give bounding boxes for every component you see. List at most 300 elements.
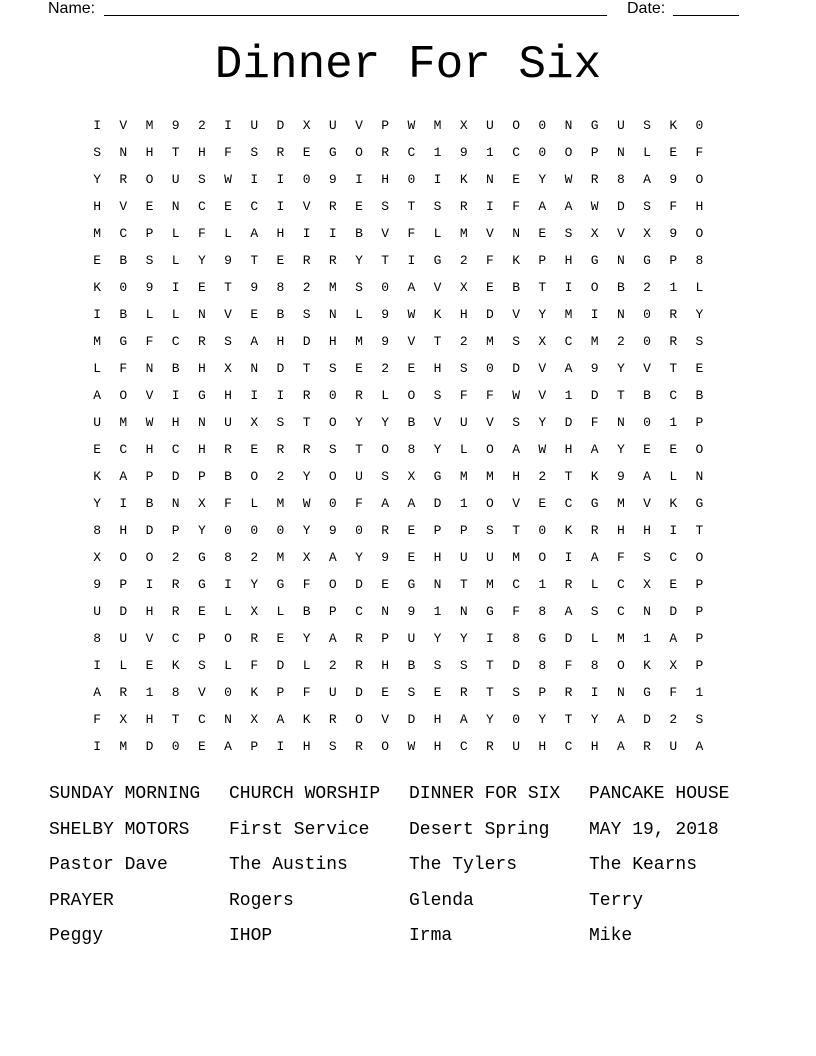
grid-cell: V (512, 307, 520, 322)
grid-cell: T (381, 253, 390, 268)
grid-cell: A (512, 442, 520, 457)
grid-cell: H (695, 199, 704, 214)
grid-cell: X (119, 712, 128, 727)
grid-cell: X (407, 469, 416, 484)
grid-cell: D (119, 604, 128, 619)
grid-cell: V (302, 199, 311, 214)
grid-cell: N (616, 685, 625, 700)
grid-cell: O (328, 577, 337, 592)
grid-cell: 8 (407, 442, 416, 457)
grid-cell: A (616, 712, 625, 727)
grid-cell: 8 (512, 631, 520, 646)
grid-cell: G (197, 550, 206, 565)
grid-cell: S (433, 658, 442, 673)
grid-cell: D (302, 334, 311, 349)
grid-cell: 9 (328, 172, 337, 187)
grid-cell: W (407, 739, 416, 754)
grid-cell: S (328, 739, 337, 754)
grid-cell: I (486, 199, 494, 214)
grid-cell: A (695, 739, 704, 754)
grid-cell: T (486, 658, 494, 673)
grid-row (84, 143, 713, 170)
grid-cell: 9 (224, 253, 232, 268)
grid-cell: D (486, 307, 494, 322)
grid-cell: P (538, 685, 547, 700)
grid-cell: C (171, 442, 180, 457)
word-bank-item: Terry (589, 890, 644, 911)
grid-cell: C (171, 631, 180, 646)
grid-cell: 8 (276, 280, 285, 295)
grid-cell: U (93, 415, 101, 430)
grid-cell: Y (197, 523, 206, 538)
grid-cell: B (616, 280, 625, 295)
grid-cell: K (250, 685, 259, 700)
grid-cell: N (616, 415, 625, 430)
grid-cell: 2 (250, 550, 259, 565)
grid-cell: W (407, 118, 416, 133)
grid-cell: E (407, 550, 416, 565)
grid-cell: F (486, 388, 494, 403)
grid-cell: A (407, 496, 416, 511)
grid-cell: O (695, 442, 704, 457)
grid-cell: B (145, 496, 154, 511)
word-bank-row (49, 819, 769, 855)
grid-cell: F (564, 658, 573, 673)
grid-cell: M (145, 118, 154, 133)
grid-cell: 9 (171, 118, 180, 133)
grid-cell: A (407, 280, 416, 295)
grid-cell: I (276, 199, 285, 214)
grid-cell: I (486, 631, 494, 646)
grid-cell: A (328, 550, 337, 565)
grid-cell: V (512, 496, 520, 511)
grid-cell: 1 (669, 280, 678, 295)
grid-cell: R (590, 523, 599, 538)
grid-cell: Y (538, 415, 547, 430)
grid-cell: T (564, 712, 573, 727)
word-bank-item: Glenda (409, 890, 474, 911)
grid-cell: T (355, 442, 363, 457)
grid-cell: S (512, 334, 520, 349)
grid-cell: E (355, 199, 363, 214)
grid-cell: F (224, 496, 232, 511)
grid-cell: L (224, 604, 232, 619)
grid-cell: U (355, 469, 363, 484)
grid-cell: B (276, 307, 285, 322)
grid-cell: U (459, 550, 468, 565)
grid-cell: S (302, 307, 311, 322)
grid-cell: R (224, 442, 232, 457)
grid-cell: P (197, 469, 206, 484)
grid-cell: O (119, 388, 128, 403)
grid-cell: N (250, 361, 259, 376)
grid-cell: 8 (616, 172, 625, 187)
grid-cell: O (512, 118, 520, 133)
grid-cell: H (171, 415, 180, 430)
grid-cell: S (93, 145, 101, 160)
grid-cell: 9 (616, 469, 625, 484)
word-bank-row (49, 925, 769, 961)
word-bank-item: SHELBY MOTORS (49, 819, 190, 840)
grid-cell: L (93, 361, 101, 376)
grid-cell: F (695, 145, 704, 160)
grid-cell: 1 (486, 145, 494, 160)
grid-cell: Y (616, 361, 625, 376)
grid-cell: N (564, 118, 573, 133)
grid-cell: A (93, 685, 101, 700)
grid-cell: 1 (643, 631, 651, 646)
grid-row (84, 251, 713, 278)
grid-cell: H (145, 604, 154, 619)
grid-cell: X (538, 334, 547, 349)
grid-cell: A (643, 172, 651, 187)
grid-row (84, 386, 713, 413)
grid-cell: M (459, 469, 468, 484)
grid-cell: L (459, 442, 468, 457)
grid-cell: Y (538, 712, 547, 727)
grid-cell: S (197, 658, 206, 673)
grid-cell: T (250, 253, 259, 268)
grid-cell: T (171, 145, 180, 160)
grid-cell: 0 (119, 280, 128, 295)
grid-cell: C (197, 712, 206, 727)
grid-cell: T (695, 523, 704, 538)
grid-cell: H (564, 442, 573, 457)
grid-cell: N (643, 604, 651, 619)
grid-cell: M (590, 334, 599, 349)
grid-cell: D (276, 118, 285, 133)
grid-row (84, 197, 713, 224)
grid-cell: 9 (381, 334, 390, 349)
grid-cell: O (695, 550, 704, 565)
grid-cell: 0 (538, 145, 547, 160)
grid-cell: G (197, 577, 206, 592)
grid-cell: 1 (145, 685, 154, 700)
grid-cell: B (355, 226, 363, 241)
grid-cell: V (381, 712, 390, 727)
grid-cell: F (512, 604, 520, 619)
grid-cell: 2 (381, 361, 390, 376)
grid-cell: V (538, 361, 547, 376)
grid-cell: W (407, 307, 416, 322)
grid-cell: L (224, 226, 232, 241)
grid-cell: H (433, 550, 442, 565)
grid-cell: E (669, 442, 678, 457)
grid-cell: G (590, 118, 599, 133)
grid-cell: C (564, 739, 573, 754)
grid-cell: A (590, 550, 599, 565)
grid-cell: R (669, 334, 678, 349)
grid-cell: E (381, 685, 390, 700)
grid-cell: D (512, 361, 520, 376)
grid-cell: F (355, 496, 363, 511)
grid-cell: 0 (407, 172, 416, 187)
grid-cell: B (512, 280, 520, 295)
grid-cell: Y (616, 442, 625, 457)
grid-cell: L (171, 253, 180, 268)
grid-cell: S (328, 361, 337, 376)
grid-cell: P (669, 253, 678, 268)
grid-cell: B (407, 415, 416, 430)
grid-cell: S (512, 685, 520, 700)
grid-cell: L (695, 280, 704, 295)
grid-cell: D (355, 577, 363, 592)
grid-cell: 9 (669, 226, 678, 241)
grid-cell: 1 (538, 577, 547, 592)
grid-cell: R (643, 739, 651, 754)
grid-cell: K (512, 253, 520, 268)
grid-cell: G (538, 631, 547, 646)
grid-cell: O (486, 442, 494, 457)
grid-cell: P (119, 577, 128, 592)
grid-cell: O (695, 226, 704, 241)
grid-cell: O (538, 550, 547, 565)
grid-cell: N (616, 307, 625, 322)
grid-cell: V (407, 334, 416, 349)
grid-cell: G (643, 685, 651, 700)
grid-cell: L (276, 604, 285, 619)
grid-row (84, 548, 713, 575)
grid-cell: R (302, 253, 311, 268)
grid-cell: 2 (197, 118, 206, 133)
grid-cell: 8 (93, 523, 101, 538)
grid-cell: S (250, 145, 259, 160)
grid-cell: H (93, 199, 101, 214)
grid-cell: V (433, 415, 442, 430)
grid-cell: 0 (224, 685, 232, 700)
grid-cell: T (302, 415, 311, 430)
grid-cell: 1 (564, 388, 573, 403)
grid-cell: 8 (538, 604, 547, 619)
grid-row (84, 332, 713, 359)
grid-cell: K (590, 469, 599, 484)
grid-row (84, 467, 713, 494)
grid-cell: H (381, 172, 390, 187)
grid-cell: S (695, 334, 704, 349)
grid-cell: 9 (459, 145, 468, 160)
grid-cell: T (512, 523, 520, 538)
grid-cell: Y (433, 442, 442, 457)
grid-cell: A (643, 469, 651, 484)
grid-cell: 0 (224, 523, 232, 538)
grid-cell: I (145, 577, 154, 592)
grid-cell: O (381, 739, 390, 754)
grid-cell: Y (197, 253, 206, 268)
grid-cell: N (616, 253, 625, 268)
grid-cell: I (669, 523, 678, 538)
grid-cell: P (145, 226, 154, 241)
grid-cell: B (407, 658, 416, 673)
grid-cell: V (381, 226, 390, 241)
grid-cell: R (381, 523, 390, 538)
grid-cell: Y (355, 415, 363, 430)
grid-cell: O (407, 388, 416, 403)
grid-row (84, 116, 713, 143)
grid-cell: 2 (538, 469, 547, 484)
grid-cell: 9 (381, 307, 390, 322)
grid-cell: E (250, 442, 259, 457)
grid-cell: V (643, 361, 651, 376)
grid-cell: I (93, 658, 101, 673)
grid-row (84, 737, 713, 764)
grid-cell: I (171, 280, 180, 295)
grid-cell: A (564, 604, 573, 619)
grid-cell: 2 (669, 712, 678, 727)
grid-cell: P (197, 631, 206, 646)
grid-cell: A (250, 334, 259, 349)
grid-cell: H (224, 388, 232, 403)
grid-cell: S (564, 226, 573, 241)
grid-cell: S (224, 334, 232, 349)
grid-cell: C (669, 550, 678, 565)
grid-cell: S (328, 442, 337, 457)
grid-cell: D (433, 496, 442, 511)
grid-cell: R (328, 199, 337, 214)
grid-cell: X (459, 280, 468, 295)
grid-cell: X (250, 604, 259, 619)
grid-cell: H (145, 712, 154, 727)
grid-cell: H (459, 307, 468, 322)
grid-cell: K (302, 712, 311, 727)
grid-cell: A (590, 442, 599, 457)
grid-cell: E (381, 577, 390, 592)
grid-cell: U (93, 604, 101, 619)
grid-cell: R (250, 631, 259, 646)
grid-cell: I (407, 253, 416, 268)
grid-cell: E (93, 442, 101, 457)
word-bank-item: Rogers (229, 890, 294, 911)
grid-cell: B (302, 604, 311, 619)
grid-cell: C (669, 388, 678, 403)
grid-cell: P (695, 415, 704, 430)
grid-cell: G (433, 469, 442, 484)
grid-cell: M (486, 469, 494, 484)
grid-cell: Y (695, 307, 704, 322)
grid-cell: H (276, 226, 285, 241)
grid-cell: T (171, 712, 180, 727)
grid-cell: W (564, 172, 573, 187)
grid-cell: I (119, 496, 128, 511)
grid-cell: H (433, 361, 442, 376)
grid-cell: 0 (302, 172, 311, 187)
grid-cell: L (145, 307, 154, 322)
grid-cell: I (224, 577, 232, 592)
grid-cell: N (197, 415, 206, 430)
word-bank-row (49, 854, 769, 890)
grid-cell: F (302, 685, 311, 700)
grid-cell: E (250, 307, 259, 322)
grid-cell: E (669, 145, 678, 160)
grid-cell: U (486, 550, 494, 565)
grid-cell: R (381, 145, 390, 160)
grid-cell: E (197, 739, 206, 754)
grid-cell: H (381, 658, 390, 673)
name-label: Name: (48, 0, 96, 17)
grid-cell: C (355, 604, 363, 619)
grid-cell: C (564, 334, 573, 349)
grid-row (84, 359, 713, 386)
grid-cell: D (145, 523, 154, 538)
grid-cell: K (433, 307, 442, 322)
grid-cell: C (250, 199, 259, 214)
grid-cell: 8 (171, 685, 180, 700)
grid-cell: 2 (171, 550, 180, 565)
grid-cell: O (328, 415, 337, 430)
grid-cell: X (250, 415, 259, 430)
grid-cell: Y (302, 631, 311, 646)
grid-cell: V (145, 631, 154, 646)
grid-cell: B (119, 253, 128, 268)
grid-cell: R (119, 172, 128, 187)
grid-cell: E (93, 253, 101, 268)
grid-cell: R (564, 577, 573, 592)
grid-cell: V (145, 388, 154, 403)
grid-cell: 0 (355, 523, 363, 538)
grid-cell: E (669, 577, 678, 592)
grid-cell: H (302, 739, 311, 754)
word-bank-item: The Kearns (589, 855, 698, 876)
word-bank-item: First Service (229, 819, 370, 840)
grid-cell: U (250, 118, 259, 133)
word-bank-item: CHURCH WORSHIP (229, 784, 381, 804)
grid-cell: M (616, 496, 625, 511)
grid-cell: Y (381, 415, 390, 430)
grid-cell: E (145, 658, 154, 673)
grid-cell: V (197, 685, 206, 700)
grid-cell: T (538, 280, 547, 295)
grid-cell: A (276, 712, 285, 727)
grid-cell: M (119, 415, 128, 430)
grid-cell: 9 (145, 280, 154, 295)
grid-cell: T (302, 361, 311, 376)
grid-cell: 8 (590, 658, 599, 673)
grid-cell: H (119, 523, 128, 538)
grid-cell: C (616, 604, 625, 619)
grid-cell: 0 (171, 739, 180, 754)
grid-cell: B (119, 307, 128, 322)
grid-cell: 8 (224, 550, 232, 565)
grid-cell: I (250, 172, 259, 187)
grid-cell: 0 (381, 280, 390, 295)
grid-cell: S (407, 685, 416, 700)
grid-cell: Y (486, 712, 494, 727)
grid-cell: V (643, 496, 651, 511)
grid-cell: 0 (328, 388, 337, 403)
grid-cell: A (564, 199, 573, 214)
grid-cell: A (616, 739, 625, 754)
grid-cell: S (276, 415, 285, 430)
grid-row (84, 170, 713, 197)
grid-cell: V (224, 307, 232, 322)
grid-row (84, 224, 713, 251)
grid-cell: T (616, 388, 625, 403)
grid-cell: E (224, 199, 232, 214)
grid-cell: K (564, 523, 573, 538)
grid-cell: H (197, 442, 206, 457)
grid-cell: F (459, 388, 468, 403)
grid-row (84, 521, 713, 548)
grid-cell: U (328, 118, 337, 133)
grid-cell: E (695, 361, 704, 376)
grid-cell: U (328, 685, 337, 700)
grid-cell: S (590, 604, 599, 619)
grid-cell: L (590, 577, 599, 592)
grid-cell: F (616, 550, 625, 565)
grid-cell: L (669, 469, 678, 484)
grid-cell: G (119, 334, 128, 349)
grid-cell: G (643, 253, 651, 268)
grid-cell: X (224, 361, 232, 376)
